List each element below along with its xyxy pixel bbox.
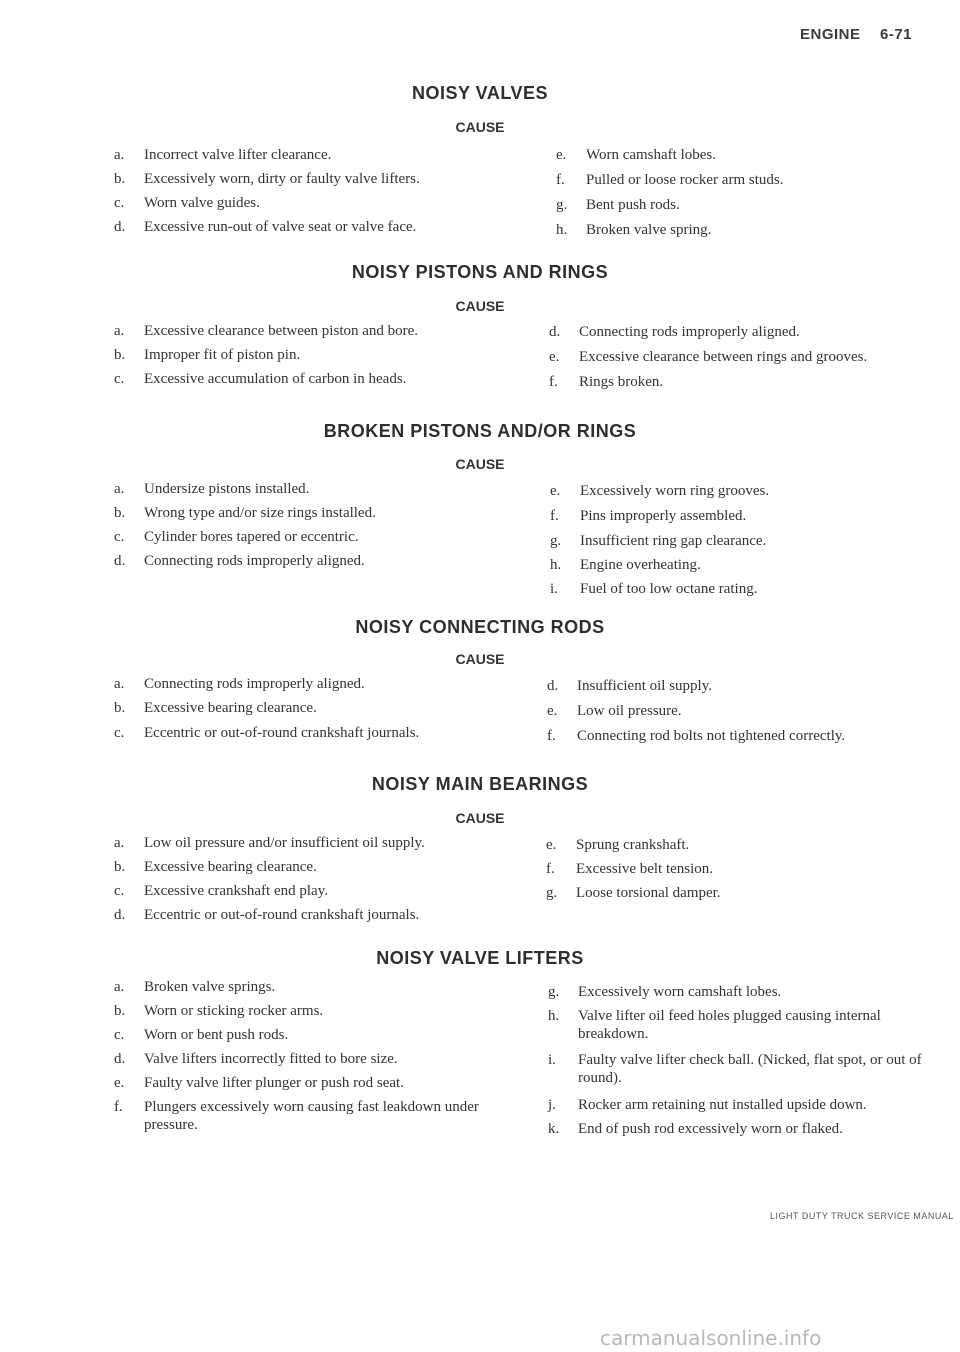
cause-heading: CAUSE [455, 298, 505, 314]
section-title: NOISY MAIN BEARINGS [371, 774, 589, 794]
list-item: f. Plungers excessively worn causing fast leakdown under pressure. [114, 1099, 479, 1133]
cause-heading: CAUSE [455, 119, 505, 135]
section-title: BROKEN PISTONS AND/OR RINGS [323, 421, 637, 441]
section-title: NOISY VALVES [411, 83, 549, 103]
section-name: ENGINE [800, 26, 861, 43]
cause-heading: CAUSE [455, 651, 505, 667]
page-number: 6-71 [880, 26, 913, 43]
cause-heading: CAUSE [455, 456, 505, 472]
page-header [0, 26, 960, 46]
list-item: i. Faulty valve lifter check ball. (Nicked, flat spot, or out of round). [548, 1052, 922, 1086]
cause-heading: CAUSE [455, 810, 505, 826]
section-title: NOISY CONNECTING RODS [355, 617, 605, 637]
watermark: carmanualsonline.info [600, 1326, 822, 1350]
list-item: h. Valve lifter oil feed holes plugged causing internal breakdown. [548, 1008, 881, 1042]
section-title: NOISY PISTONS AND RINGS [351, 262, 609, 282]
manual-footer: LIGHT DUTY TRUCK SERVICE MANUAL [770, 1211, 954, 1221]
section-title: NOISY VALVE LIFTERS [376, 948, 584, 968]
